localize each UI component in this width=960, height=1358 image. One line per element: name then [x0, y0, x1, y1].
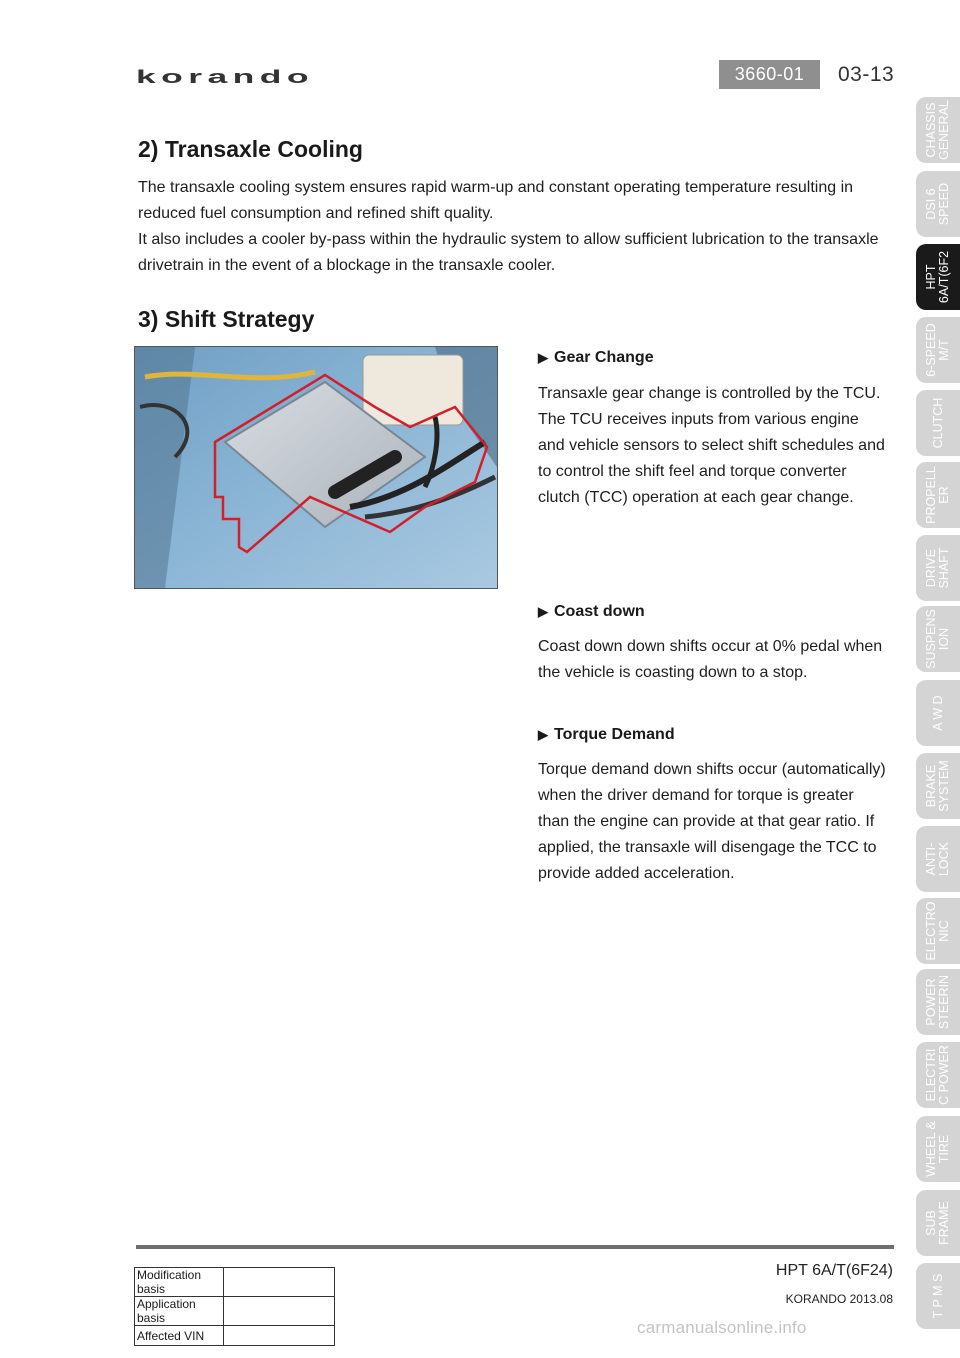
table-row: [135, 1268, 335, 1297]
cooling-paragraph-1: The transaxle cooling system ensures rapid warm-up and constant operating temperature resulting in reduced fuel consumption and refined shift quality.: [138, 179, 854, 222]
gear-change-heading: [538, 349, 888, 367]
footer-title: HPT 6A/T(6F24): [775, 1262, 893, 1279]
tab-6-speed-mt[interactable]: 6-SPEED M/T: [916, 317, 960, 383]
tab-anti-lock[interactable]: ANTI- LOCK: [916, 826, 960, 892]
coast-down-title: Coast down: [554, 603, 645, 620]
cooling-heading: 2) Transaxle Cooling: [138, 136, 363, 162]
triangle-bullet-icon: ▶: [538, 350, 548, 365]
tab-hpt-6at[interactable]: HPT 6A/T(6F2: [916, 244, 960, 310]
tab-awd[interactable]: A W D: [916, 680, 960, 746]
tab-dsi-6-speed[interactable]: DSI 6 SPEED: [916, 171, 960, 237]
tab-electronic[interactable]: ELECTRO NIC: [916, 898, 960, 964]
tab-sub-frame[interactable]: SUB FRAME: [916, 1190, 960, 1256]
tab-drive-shaft[interactable]: DRIVE SHAFT: [916, 535, 960, 601]
tab-tpms[interactable]: T P M S: [916, 1263, 960, 1329]
affected-vin-value: [224, 1326, 335, 1346]
coast-down-heading: [538, 603, 888, 621]
footer-subtitle: KORANDO 2013.08: [785, 1292, 893, 1306]
gear-change-title: Gear Change: [554, 349, 654, 366]
tab-power-steering[interactable]: POWER STEERIN: [916, 969, 960, 1035]
table-row: [135, 1297, 335, 1326]
triangle-bullet-icon: ▶: [538, 604, 548, 619]
tab-chassis-general[interactable]: CHASSIS GENERAL: [916, 97, 960, 163]
page-number: 03-13: [838, 63, 895, 86]
application-basis-value: [224, 1297, 335, 1326]
torque-demand-text: Torque demand down shifts occur (automatically) when the driver demand for torque is greater than the engine can provide at that gear ratio. If applied, the transaxle will disengage the TCC to provide added acceleration.: [538, 761, 886, 882]
modification-basis-label: Modification basis: [135, 1268, 224, 1297]
tab-propeller[interactable]: PROPELL ER: [916, 462, 960, 528]
cooling-body: [138, 175, 898, 279]
tab-brake-system[interactable]: BRAKE SYSTEM: [916, 753, 960, 819]
footer-divider: [136, 1245, 894, 1249]
gear-change-text: Transaxle gear change is controlled by the TCU. The TCU receives inputs from various engine and vehicle sensors to select shift schedules and to control the shift feel and torque converter clutch (TCC) operation at each gear change.: [538, 385, 885, 506]
torque-demand-title: Torque Demand: [554, 726, 675, 743]
revision-table: [134, 1267, 335, 1346]
tab-wheel-tire[interactable]: WHEEL & TIRE: [916, 1116, 960, 1182]
cooling-paragraph-2: It also includes a cooler by-pass within the hydraulic system to allow sufficient lubrication to the transaxle drivetrain in the event of a blockage in the transaxle cooler.: [138, 231, 879, 274]
table-row: [135, 1326, 335, 1346]
shift-heading: 3) Shift Strategy: [138, 306, 315, 332]
tab-clutch[interactable]: CLUTCH: [916, 390, 960, 456]
coast-down-text: Coast down down shifts occur at 0% pedal when the vehicle is coasting down to a stop.: [538, 638, 883, 681]
application-basis-label: Application basis: [135, 1297, 224, 1326]
affected-vin-label: Affected VIN: [135, 1326, 224, 1346]
tcu-photo: [134, 346, 498, 589]
tab-electric-power[interactable]: ELECTRI C POWER: [916, 1042, 960, 1108]
triangle-bullet-icon: ▶: [538, 727, 548, 742]
section-code: 3660-01: [719, 60, 820, 89]
korando-logo: [136, 62, 316, 90]
tab-suspension[interactable]: SUSPENS ION: [916, 606, 960, 672]
torque-demand-heading: [538, 726, 888, 744]
modification-basis-value: [224, 1268, 335, 1297]
watermark: carmanualsonline.info: [637, 1318, 807, 1337]
logo-wordmark: korando: [136, 66, 314, 88]
